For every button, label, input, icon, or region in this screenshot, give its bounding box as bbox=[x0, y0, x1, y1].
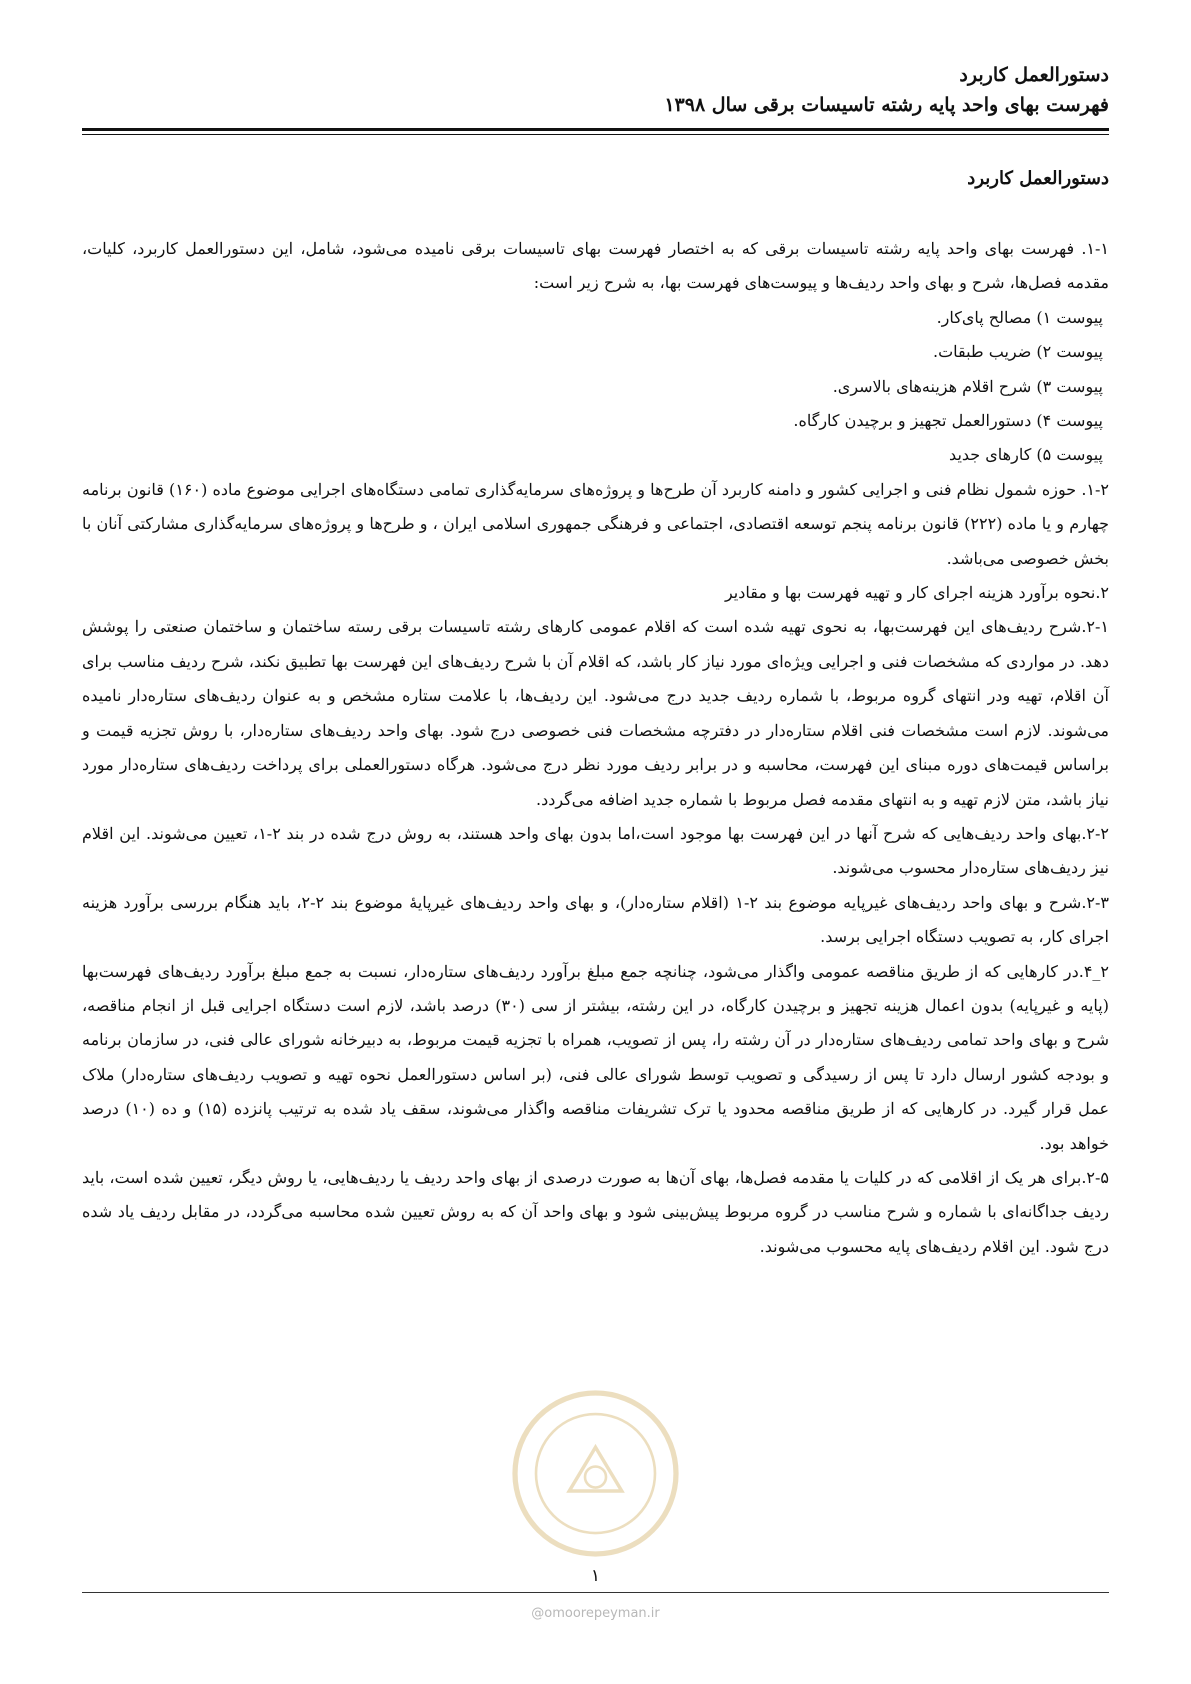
paragraph-2-5: ۲-۵.برای هر یک از اقلامی که در کلیات یا مقدمه فصل‌ها، بهای آن‌ها به صورت درصدی از بهای واحد ردیف یا ردیف‌هایی، یا روش دیگر، تعیین شده است، باید ردیف جداگانه‌ای با شماره و شرح مناسب در گروه مربوط پیش‌بینی شود و بهای واحد آن که به روش تعیین شده محاسبه می‌گردد، در مقابل ردیف یاد شده درج شود. این اقلام ردیف‌های پایه محسوب می‌شوند. bbox=[82, 1167, 1109, 1256]
appendix-2: پیوست ۲) ضریب طبقات. bbox=[932, 342, 1103, 362]
header-rule-thin bbox=[82, 134, 1109, 135]
page-header bbox=[82, 60, 1109, 120]
appendix-4: پیوست ۴) دستورالعمل تجهیز و برچیدن کارگاه. bbox=[793, 411, 1103, 431]
header-title: دستورالعمل کاربرد bbox=[959, 64, 1109, 86]
header-rule-thick bbox=[82, 128, 1109, 131]
paragraph-2: ۲.نحوه برآورد هزینه اجرای کار و تهیه فهرست بها و مقادیر bbox=[724, 583, 1109, 603]
appendix-1: پیوست ۱) مصالح پای‌کار. bbox=[936, 307, 1103, 327]
paragraph-2-4: ۲_۴.در کارهایی که از طریق مناقصه عمومی واگذار می‌شود، چنانچه جمع مبلغ برآورد ردیف‌های ستاره‌دار، نسبت به جمع مبلغ برآورد ردیف‌های فهرست‌بها (پایه و غیرپایه) بدون اعمال هزینه تجهیز و برچیدن کارگاه، در این رشته، بیشتر از سی (۳۰) درصد باشد، لازم است دستگاه اجرایی قبل از انجام مناقصه، شرح و بهای واحد تمامی ردیف‌های ستاره‌دار در آن رشته را، پس از تصویب، همراه با تجزیه قیمت مربوط، به دبیرخانه شورای عالی فنی، در سازمان برنامه و بودجه کشور ارسال دارد تا پس از رسیدگی و تصویب توسط شورای عالی فنی، (بر اساس دستورالعمل نحوه تهیه و تصویب ردیف‌های ستاره‌دار) ملاک عمل قرار گیرد. در کارهایی که از طریق مناقصه محدود یا ترک تشریفات مناقصه واگذار می‌شوند، سقف یاد شده به ترتیب پانزده (۱۵) و ده (۱۰) درصد خواهد بود. bbox=[82, 961, 1110, 1153]
paragraph-1-1: ۱-۱. فهرست بهای واحد پایه رشته تاسیسات برقی که به اختصار فهرست بهای تاسیسات برقی نامیده می‌شود، شامل، این دستورالعمل کاربرد، کلیات، مقدمه فصل‌ها، شرح و بهای واحد ردیف‌ها و پیوست‌های فهرست بها، به شرح زیر است: bbox=[82, 239, 1109, 293]
watermark-seal bbox=[508, 1386, 683, 1561]
paragraph-2-2: ۲-۲.بهای واحد ردیف‌هایی که شرح آنها در این فهرست بها موجود است،اما بدون بهای واحد هستند، به روش درج شده در بند ۲-۱، تعیین می‌شوند. این اقلام نیز ردیف‌های ستاره‌دار محسوب می‌شوند. bbox=[82, 823, 1110, 878]
watermark-text: @omoorepeyman.ir bbox=[531, 1606, 660, 1621]
appendix-3: پیوست ۳) شرح اقلام هزینه‌های بالاسری. bbox=[832, 376, 1103, 396]
paragraph-1-2: ۱-۲. حوزه شمول نظام فنی و اجرایی کشور و دامنه کاربرد آن طرح‌ها و پروژه‌های سرمایه‌گذاری تمامی دستگاه‌های اجرایی موضوع ماده (۱۶۰) قانون برنامه چهارم و یا ماده (۲۲۲) قانون برنامه پنجم توسعه اقتصادی، اجتماعی و فرهنگی جمهوری اسلامی ایران ، و طرح‌ها و پروژه‌های سرمایه‌گذاری مشارکتی آنان با بخش خصوصی می‌باشد. bbox=[82, 479, 1109, 568]
paragraph-2-3: ۲-۳.شرح و بهای واحد ردیف‌های غیرپایه موضوع بند ۲-۱ (اقلام ستاره‌دار)، و بهای واحد ردیف‌های غیرپایهٔ موضوع بند ۲-۲، باید هنگام بررسی برآورد هزینه اجرای کار، به تصویب دستگاه اجرایی برسد. bbox=[82, 892, 1110, 947]
header-subtitle: فهرست بهای واحد پایه رشته تاسیسات برقی سال ۱۳۹۸ bbox=[664, 94, 1109, 116]
footer-rule bbox=[82, 1592, 1109, 1593]
appendix-5: پیوست ۵) کارهای جدید bbox=[949, 445, 1103, 465]
section-title: دستورالعمل کاربرد bbox=[967, 168, 1109, 189]
body-text bbox=[82, 232, 1109, 1264]
page-number: ۱ bbox=[590, 1566, 601, 1586]
paragraph-2-1: ۲-۱.شرح ردیف‌های این فهرست‌بها، به نحوی تهیه شده است که اقلام عمومی کارهای رشته تاسیسات برقی رسته ساختمان و ساختمان صنعتی را پوشش دهد. در مواردی که مشخصات فنی و اجرایی ویژه‌ای مورد نیاز کار باشد، که اقلام آن با شرح ردیف‌های این فهرست بها تطبیق نکند، شرح ردیف مناسب برای آن اقلام، تهیه ودر انتهای گروه مربوط، با شماره ردیف جدید درج می‌شود. این ردیف‌ها، با علامت ستاره مشخص و به عنوان ردیف‌های ستاره‌دار نامیده می‌شوند. لازم است مشخصات فنی اقلام ستاره‌دار در دفترچه مشخصات فنی خصوصی درج شود. بهای واحد ردیف‌های ستاره‌دار، با روش تجزیه قیمت و براساس قیمت‌های دوره مبنای این فهرست، محاسبه و در برابر ردیف مورد نظر درج می‌شود. هرگاه دستورالعملی برای پرداخت ردیف‌های ستاره‌دار مورد نیاز باشد، متن لازم تهیه و به انتهای مقدمه فصل مربوط با شماره جدید اضافه می‌گردد. bbox=[82, 617, 1109, 809]
